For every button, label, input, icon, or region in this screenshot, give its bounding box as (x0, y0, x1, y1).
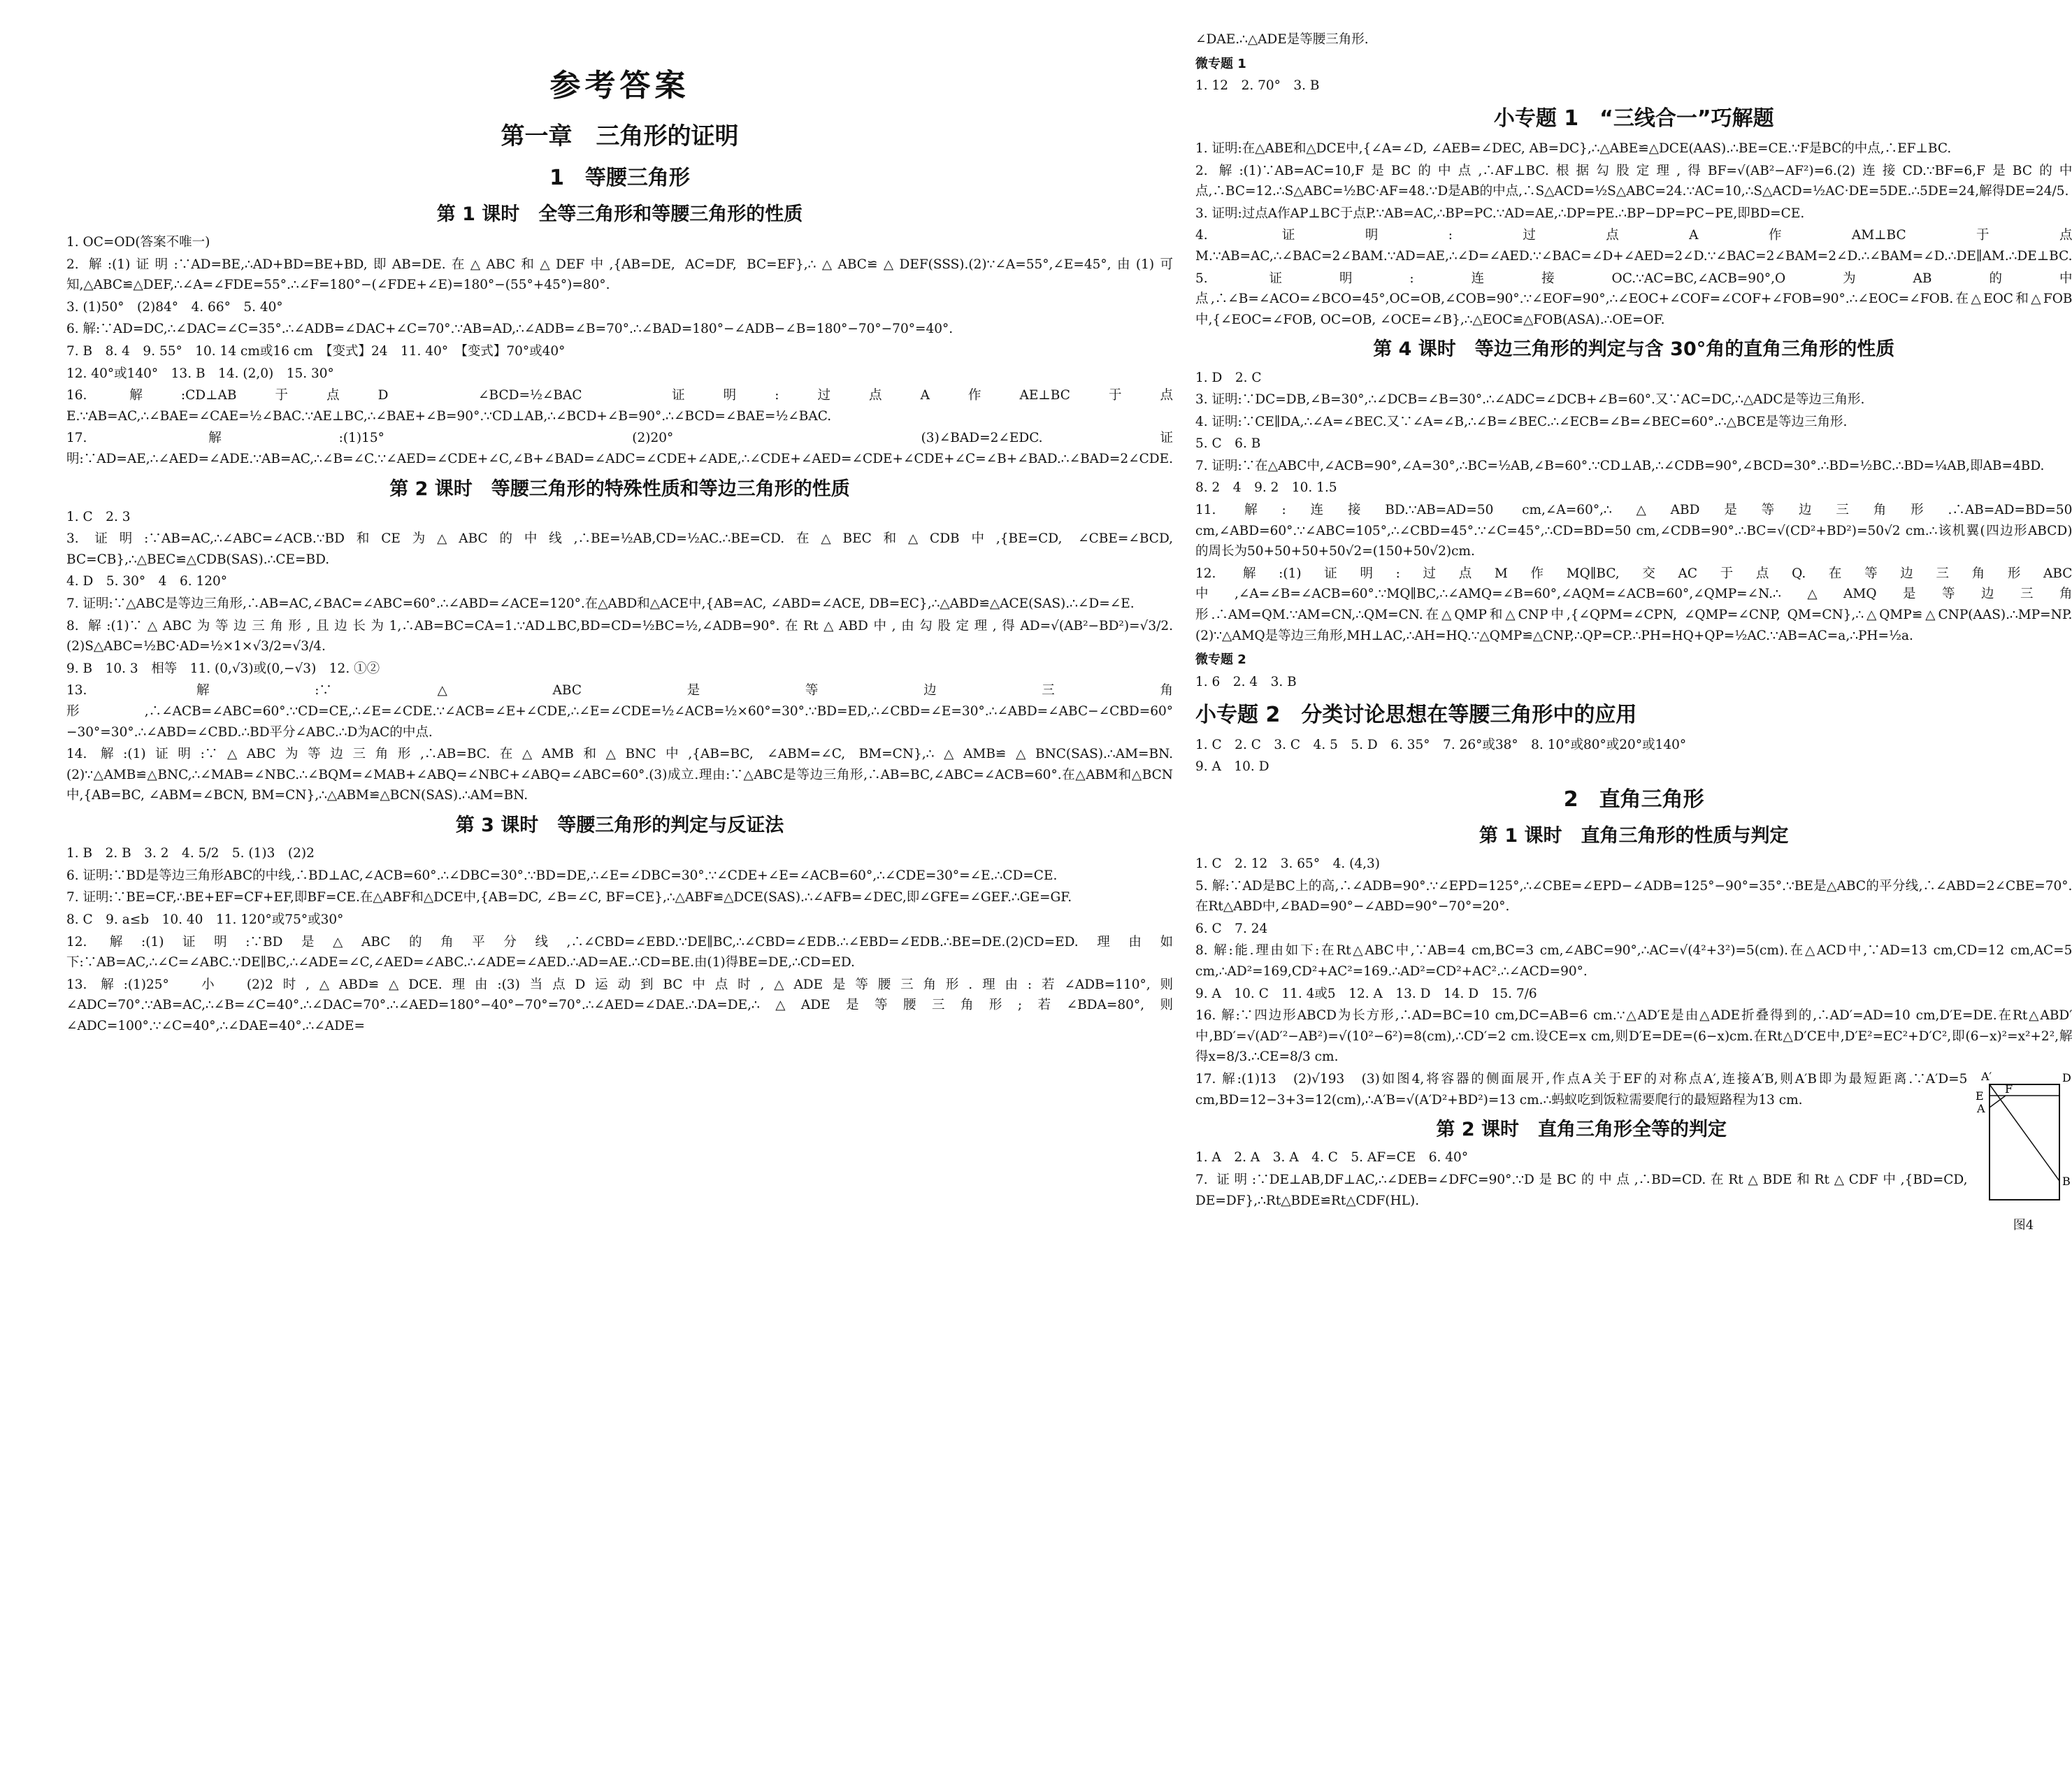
answer-item: 9. A 10. D (1195, 759, 1269, 775)
answer-item: 9. B 10. 3 相等 11. (0,√3)或(0,−√3) 12. ①② (66, 661, 380, 676)
answer-item: 3. 证明:∵AB=AC,∴∠ABC=∠ACB.∵BD和CE为△ABC的中线,∴BE=½AB,CD=½AC.∴BE=CD.在△BEC和△CDB中,{BE=CD, ∠CBE=∠BCD, BC=CB},∴△BEC≌△CDB(SAS).∴CE=BD. (66, 531, 1173, 567)
answer-item: 2. 解:(1)证明:∵AD=BE,∴AD+BD=BE+BD,即AB=DE.在△ABC和△DEF中,{AB=DE, AC=DF, BC=EF},∴△ABC≌△DEF(SSS).(2)∵∠A=55°,∠E=45°,由(1)可知,△ABC≌△DEF,∴∠A=∠FDE=55°.∴∠F=180°−(∠FDE+∠E)=180°−(55°+45°)=80°. (66, 257, 1173, 293)
container-outline (1990, 1084, 2059, 1200)
answer-item: 1. A 2. A 3. A 4. C 5. AF=CE 6. 40° (1195, 1150, 1469, 1166)
section-title: 2 直角三角形 (1563, 787, 1704, 812)
answer-item: 7. 证明:∵DE⊥AB,DF⊥AC,∴∠DEB=∠DFC=90°.∵D是BC的中点,∴BD=CD.在Rt△BDE和Rt△CDF中,{BD=CD, DE=DF},∴Rt△BDE≌Rt△CDF(HL). (1195, 1172, 1968, 1208)
lesson6-answers (1195, 1147, 2072, 1211)
answer-item: 7. B 8. 4 9. 55° 10. 14 cm或16 cm 【变式】24 11. 40° 【变式】70°或40° (66, 343, 566, 359)
answer-item: 17. 解:(1)13 (2)√193 (3)如图4,将容器的侧面展开,作点A关于EF的对称点A′,连接A′B,则A′B即为最短距离.∵A′D=5 cm,BD=12−3+3=12(cm),∴A′B=√(A′D²+BD²)=13 cm.∴蚂蚁吃到饭粒需要爬行的最短路程为13 cm. (1195, 1071, 1968, 1108)
micro-topic-title: 微专题 2 (1195, 652, 1246, 668)
label-a-prime: A′ (1981, 1069, 1992, 1083)
figure-4 (1974, 1069, 2072, 1233)
lesson-title: 第 2 课时 等腰三角形的特殊性质和等边三角形的性质 (389, 478, 850, 500)
topic-title: 小专题 2 分类讨论思想在等腰三角形中的应用 (1195, 702, 1637, 727)
answer-item: 11. 解:连接BD.∵AB=AD=50 cm,∠A=60°,∴△ABD是等边三角形.∴AB=AD=BD=50 cm,∠ABD=60°.∵∠ABC=105°,∴∠CBD=45°.∵∠C=45°,∴CD=BD=50 cm,∠CDB=90°.∴BC=√(CD²+BD²)=50√2 cm.∴该机翼(四边形ABCD)的周长为50+50+50+50√2=(150+50√2)cm. (1195, 503, 2072, 559)
answer-item: 1. OC=OD(答案不唯一) (66, 234, 210, 250)
answer-item: 13. 解:(1)25° 小 (2)2时,△ABD≌△DCE.理由:(3)当点D运动到BC中点时,△ADE是等腰三角形.理由:若∠ADB=110°,则∠ADC=70°.∵AB=AC,∴∠B=∠C=40°.∴∠DAC=70°.∴∠AED=180°−40°−70°=70°.∴∠AED=∠DAE.∴DA=DE,∴△ADE是等腰三角形;若∠BDA=80°,则∠ADC=100°.∵∠C=40°,∴∠DAE=40°.∴∠ADE= (66, 977, 1173, 1033)
answer-item: 7. 证明:∵在△ABC中,∠ACB=90°,∠A=30°,∴BC=½AB,∠B=60°.∵CD⊥AB,∴∠CDB=90°,∠BCD=30°.∴BD=½BC.∴BD=¼AB,即AB=4BD. (1195, 458, 2045, 473)
lesson3-answers (66, 843, 1173, 1036)
main-title: 参考答案 (549, 68, 690, 103)
lesson2-answers (66, 507, 1173, 806)
lesson-title: 第 1 课时 直角三角形的性质与判定 (1479, 824, 1789, 847)
answer-item: 4. 证明:∵CE∥DA,∴∠A=∠BEC.又∵∠A=∠B,∴∠B=∠BEC.∴∠ECB=∠B=∠BEC=60°.∴△BCE是等边三角形. (1195, 414, 1848, 429)
answer-item: 1. 12 2. 70° 3. B (1195, 78, 1320, 94)
answer-item: 13. 解:∵△ABC是等边三角形,∴∠ACB=∠ABC=60°.∵CD=CE,∴∠E=∠CDE.∵∠ACB=∠E+∠CDE,∴∠E=∠CDE=½∠ACB=½×60°=30°.∵BD=ED,∴∠CBD=∠E=30°.∴∠ABD=∠ABC−∠CBD=60°−30°=30°.∴∠ABD=∠CBD.∴BD平分∠ABC.∴D为AC的中点. (66, 683, 1173, 740)
label-d: D (2062, 1070, 2072, 1084)
micro-topic-title: 微专题 1 (1195, 56, 1246, 71)
lesson4-answers (1195, 368, 2072, 647)
answer-item: 3. 证明:∵DC=DB,∠B=30°,∴∠DCB=∠B=30°.∴∠ADC=∠DCB+∠B=60°.又∵AC=DC,∴△ADC是等边三角形. (1195, 392, 1865, 408)
answer-item: 1. 证明:在△ABE和△DCE中,{∠A=∠D, ∠AEB=∠DEC, AB=DC},∴△ABE≌△DCE(AAS).∴BE=CE.∵F是BC的中点,∴EF⊥BC. (1195, 141, 1952, 156)
answer-item: ∠DAE.∴△ADE是等腰三角形. (1195, 32, 1369, 47)
answer-item: 3. 证明:过点A作AP⊥BC于点P.∵AB=AC,∴BP=PC.∵AD=AE,∴DP=PE.∴BP−DP=PC−PE,即BD=CE. (1195, 206, 1805, 221)
label-f: F (2005, 1082, 2013, 1096)
answer-item: 8. 解:能.理由如下:在Rt△ABC中,∵AB=4 cm,BC=3 cm,∠ABC=90°,∴AC=√(4²+3²)=5(cm).在△ACD中,∵AD=13 cm,CD=12 cm,AC=5 cm,∴AD²=169,CD²+AC²=169.∴AD²=CD²+AC².∴∠ACD=90°. (1195, 943, 2072, 979)
answer-item: 6. 解:∵AD=DC,∴∠DAC=∠C=35°.∴∠ADB=∠DAC+∠C=70°.∵AB=AD,∴∠ADB=∠B=70°.∴∠BAD=180°−∠ADB−∠B=180°−70°−70°=40°. (66, 322, 954, 337)
answer-item: 7. 证明:∵△ABC是等边三角形,∴AB=AC,∠BAC=∠ABC=60°.∴∠ABD=∠ACE=120°.在△ABD和△ACE中,{AB=AC, ∠ABD=∠ACE, DB=EC},∴△ABD≌△ACE(SAS).∴∠D=∠E. (66, 596, 1135, 612)
answer-item: 16. 解:∵四边形ABCD为长方形,∴AD=BC=10 cm,DC=AB=6 cm.∵△AD′E是由△ADE折叠得到的,∴AD′=AD=10 cm,D′E=DE.在Rt△ABD′中,BD′=√(AD′²−AB²)=√(10²−6²)=8(cm),∴CD′=2 cm.设CE=x cm,则D′E=DE=(6−x)cm.在Rt△D′CE中,D′E²=EC²+D′C²,即(6−x)²=x²+2²,解得x=8/3.∴CE=8/3 cm. (1195, 1008, 2072, 1065)
label-b: B (2062, 1174, 2071, 1188)
answer-item: 5. 解:∵AD是BC上的高,∴∠ADB=90°.∵∠EPD=125°,∴∠CBE=∠EPD−∠ADB=125°−90°=35°.∵BE是△ABC的平分线,∴∠ABD=2∠CBE=70°.在Rt△ABD中,∠BAD=90°−∠ABD=90°−70°=20°. (1195, 878, 2072, 915)
left-column (66, 28, 1173, 1771)
answer-item: 1. 6 2. 4 3. B (1195, 675, 1297, 690)
right-column (1195, 28, 2072, 1771)
answer-item: 1. C 2. 3 (66, 509, 131, 524)
lesson-title: 第 2 课时 直角三角形全等的判定 (1436, 1119, 1727, 1141)
answer-item: 1. C 2. C 3. C 4. 5 5. D 6. 35° 7. 26°或38° 8. 10°或80°或20°或140° (1195, 737, 1687, 752)
answer-item: 9. A 10. C 11. 4或5 12. A 13. D 14. D 15. 7/6 (1195, 986, 1537, 1001)
lesson-title: 第 3 课时 等腰三角形的判定与反证法 (455, 815, 784, 836)
figure-4-diagram (1974, 1069, 2072, 1209)
line-a-f (1990, 1096, 2006, 1108)
answer-item: 12. 解:(1)证明:过点M作MQ∥BC,交AC于点Q.在等边三角形ABC中,∠A=∠B=∠ACB=60°.∵MQ∥BC,∴∠AMQ=∠B=60°,∠AQM=∠ACB=60°,∠QMP=∠N.∴△AMQ是等边三角形.∴AM=QM.∵AM=CN,∴QM=CN.在△QMP和△CNP中,{∠QPM=∠CPN, ∠QMP=∠CNP, QM=CN},∴△QMP≌△CNP(AAS).∴MP=NP.(2)∵△AMQ是等边三角形,MH⊥AC,∴AH=HQ.∵△QMP≌△CNP,∴QP=CP.∴PH=HQ+QP=½AC.∵AB=AC=a,∴PH=½a. (1195, 566, 2072, 643)
answer-item: 1. D 2. C (1195, 370, 1262, 385)
answer-item: 6. C 7. 24 (1195, 921, 1268, 936)
answer-item: 12. 40°或140° 13. B 14. (2,0) 15. 30° (66, 366, 334, 381)
chapter-title: 第一章 三角形的证明 (501, 122, 739, 151)
section-title: 1 等腰三角形 (549, 165, 690, 190)
answer-item: 4. D 5. 30° 4 6. 120° (66, 574, 228, 589)
answer-item: 1. C 2. 12 3. 65° 4. (4,3) (1195, 856, 1380, 871)
answer-item: 1. B 2. B 3. 2 4. 5/2 5. (1)3 (2)2 (66, 846, 315, 861)
label-e: E (1976, 1089, 1985, 1103)
topic1-answers (1195, 138, 2072, 330)
figure-caption: 图4 (2013, 1217, 2034, 1233)
answer-item: 6. 证明:∵BD是等边三角形ABC的中线,∴BD⊥AC,∠ACB=60°.∴∠DBC=30°.∵BD=DE,∴∠E=∠DBC=30°.∵∠CDE+∠E=∠ACB=60°,∴∠CDE=30°=∠E.∴CD=CE. (66, 868, 1058, 883)
answer-item: 16. 解:CD⊥AB于点D ∠BCD=½∠BAC 证明:过点A作AE⊥BC于点E.∵AB=AC,∴∠BAE=∠CAE=½∠BAC.∵AE⊥BC,∴∠BAE+∠B=90°.∵CD⊥AB,∴∠BCD+∠B=90°.∴∠BCD=∠BAE=½∠BAC. (66, 388, 1173, 424)
lesson-title: 第 4 课时 等边三角形的判定与含 30°角的直角三角形的性质 (1373, 338, 1895, 361)
lesson-title: 第 1 课时 全等三角形和等腰三角形的性质 (436, 203, 803, 225)
answer-item: 2. 解:(1)∵AB=AC=10,F是BC的中点,∴AF⊥BC.根据勾股定理,得BF=√(AB²−AF²)=6.(2)连接CD.∵BF=6,F是BC的中点,∴BC=12.∴S△ABC=½BC·AF=48.∵D是AB的中点,∴S△ACD=½S△ABC=24.∵AC=10,∴S△ACD=½AC·DE=5DE.∴5DE=24,解得DE=24/5. (1195, 163, 2072, 199)
answer-item: 3. (1)50° (2)84° 4. 66° 5. 40° (66, 299, 283, 315)
answer-item: 4. 证明:过点A作AM⊥BC于点M.∵AB=AC,∴∠BAC=2∠BAM.∵AD=AE,∴∠D=∠AED.∵∠BAC=∠D+∠AED=2∠D.∵∠BAC=2∠BAM=2∠D.∴∠BAM=∠D.∴DE∥AM.∴DE⊥BC. (1195, 228, 2072, 264)
answer-item: 5. C 6. B (1195, 436, 1261, 452)
answer-item: 5. 证明:连接OC.∵AC=BC,∠ACB=90°,O为AB的中点,∴∠B=∠ACO=∠BCO=45°,OC=OB,∠COB=90°.∵∠EOF=90°,∴∠EOC+∠COF=∠COF+∠FOB=90°.∴∠EOC=∠FOB.在△EOC和△FOB中,{∠EOC=∠FOB, OC=OB, ∠OCE=∠B},∴△EOC≌△FOB(ASA).∴OE=OF. (1195, 271, 2072, 327)
label-a: A (1977, 1101, 1986, 1115)
answer-item: 7. 证明:∵BE=CF,∴BE+EF=CF+EF,即BF=CE.在△ABF和△DCE中,{AB=DC, ∠B=∠C, BF=CE},∴△ABF≌△DCE(SAS).∴∠AFB=∠DEC,即∠GFE=∠GEF.∴GE=GF. (66, 890, 1072, 905)
answer-item: 14. 解:(1)证明:∵△ABC为等边三角形,∴AB=BC.在△AMB和△BNC中,{AB=BC, ∠ABM=∠C, BM=CN},∴△AMB≌△BNC(SAS).∴AM=BN.(2)∵△AMB≌△BNC,∴∠MAB=∠NBC.∴∠BQM=∠MAB+∠ABQ=∠NBC+∠ABQ=∠ABC=60°.(3)成立.理由:∵△ABC是等边三角形,∴AB=BC,∠ABC=∠ACB=60°.在△ABM和△BCN中,{AB=BC, ∠ABM=∠BCN, BM=CN},∴△ABM≌△BCN(SAS).∴AM=BN. (66, 747, 1173, 803)
answer-item: 17. 解:(1)15° (2)20° (3)∠BAD=2∠EDC.证明:∵AD=AE,∴∠AED=∠ADE.∵AB=AC,∴∠B=∠C.∵∠AED=∠CDE+∠C,∠B+∠BAD=∠ADC=∠CDE+∠ADE,∴∠CDE+∠AED=∠CDE+∠CDE+∠C=∠B+∠BAD.∴∠BAD=2∠CDE. (66, 431, 1173, 466)
answer-item: 8. C 9. a≤b 10. 40 11. 120°或75°或30° (66, 912, 344, 927)
answer-item: 12. 解:(1)证明:∵BD是△ABC的角平分线,∴∠CBD=∠EBD.∵DE∥BC,∴∠CBD=∠EDB.∴∠EBD=∠EDB.∴BE=DE.(2)CD=ED.理由如下:∵AB=AC,∴∠C=∠ABC.∵DE∥BC,∴∠ADE=∠C,∠AED=∠ABC.∴∠ADE=∠AED.∴AD=AE.∴CD=BE.由(1)得BE=DE,∴CD=ED. (66, 934, 1173, 970)
topic-title: 小专题 1 “三线合一”巧解题 (1493, 106, 1774, 131)
answer-item: 8. 2 4 9. 2 10. 1.5 (1195, 480, 1337, 496)
lesson1-answers (66, 232, 1173, 470)
line-a-prime-b (1990, 1084, 2059, 1181)
answer-item: 8. 解:(1)∵△ABC为等边三角形,且边长为1,∴AB=BC=CA=1.∵AD⊥BC,BD=CD=½BC=½,∠ADB=90°.在Rt△ABD中,由勾股定理,得AD=√(AB²−BD²)=√3/2.(2)S△ABC=½BC·AD=½×1×√3/2=√3/4. (66, 618, 1173, 654)
